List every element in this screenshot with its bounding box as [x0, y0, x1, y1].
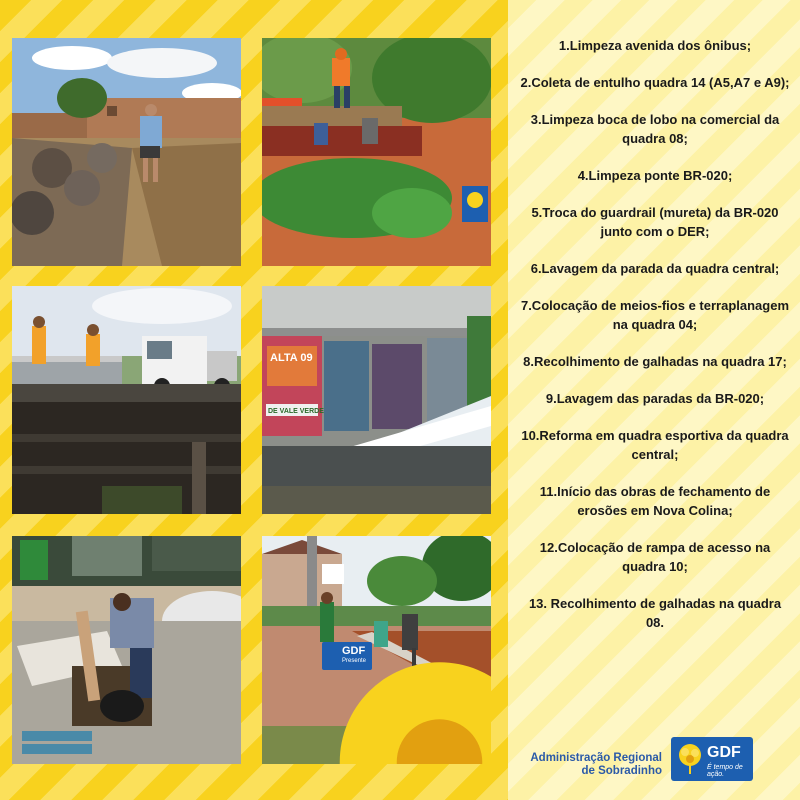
- gdf-sign-text: GDF: [342, 645, 366, 657]
- list-item: 13. Recolhimento de galhadas na quadra 08.: [528, 596, 782, 630]
- poster-text-2: DE VALE VERDE: [268, 408, 324, 415]
- list-item: 9.Lavagem das paradas da BR-020;: [545, 391, 765, 406]
- list-item: 8.Recolhimento de galhadas na quadra 17;: [523, 354, 787, 369]
- gdf-logo-text: GDF: [707, 744, 741, 761]
- photo-bus-stop-washing: [262, 286, 491, 514]
- gdf-logo: [671, 737, 753, 781]
- list-item: 1.Limpeza avenida dos ônibus;: [558, 38, 752, 53]
- list-item: 12.Colocação de rampa de acesso na quadra 10;: [539, 540, 771, 574]
- gdf-sign-sub: Presente: [342, 658, 367, 664]
- poster-text-1: ALTA 09: [270, 352, 313, 364]
- list-item: 11.Início das obras de fechamento de erosões em Nova Colina;: [539, 484, 771, 518]
- list-item: 2.Coleta de entulho quadra 14 (A5,A7 e A9);: [520, 75, 790, 90]
- gdf-flower-icon: [676, 743, 704, 775]
- admin-sobradinho-logo: [528, 752, 662, 778]
- actions-list: [514, 36, 796, 650]
- admin-line-2: de Sobradinho: [581, 765, 662, 777]
- photo-curb-installation: [262, 536, 491, 764]
- list-item: 6.Lavagem da parada da quadra central;: [530, 261, 780, 276]
- list-item: 4.Limpeza ponte BR-020;: [577, 168, 733, 183]
- gdf-flower-icon: [325, 648, 491, 764]
- list-item: 10.Reforma em quadra esportiva da quadra central;: [521, 428, 789, 462]
- admin-line-1: Administração Regional: [530, 752, 662, 764]
- list-item: 5.Troca do guardrail (mureta) da BR-020 junto com o DER;: [531, 205, 779, 239]
- photo-branch-collection: [262, 38, 491, 266]
- list-item: 3.Limpeza boca de lobo na comercial da quadra 08;: [530, 112, 780, 146]
- photo-bridge-cleaning: [12, 286, 241, 514]
- gdf-logo-tagline: É tempo de ação.: [707, 764, 743, 778]
- gdf-sign: [322, 642, 372, 670]
- photo-drain-cleaning: [12, 536, 241, 764]
- list-item: 7.Colocação de meios-fios e terraplanagem na quadra 04;: [520, 298, 790, 332]
- photo-rubble-cleanup: [12, 38, 241, 266]
